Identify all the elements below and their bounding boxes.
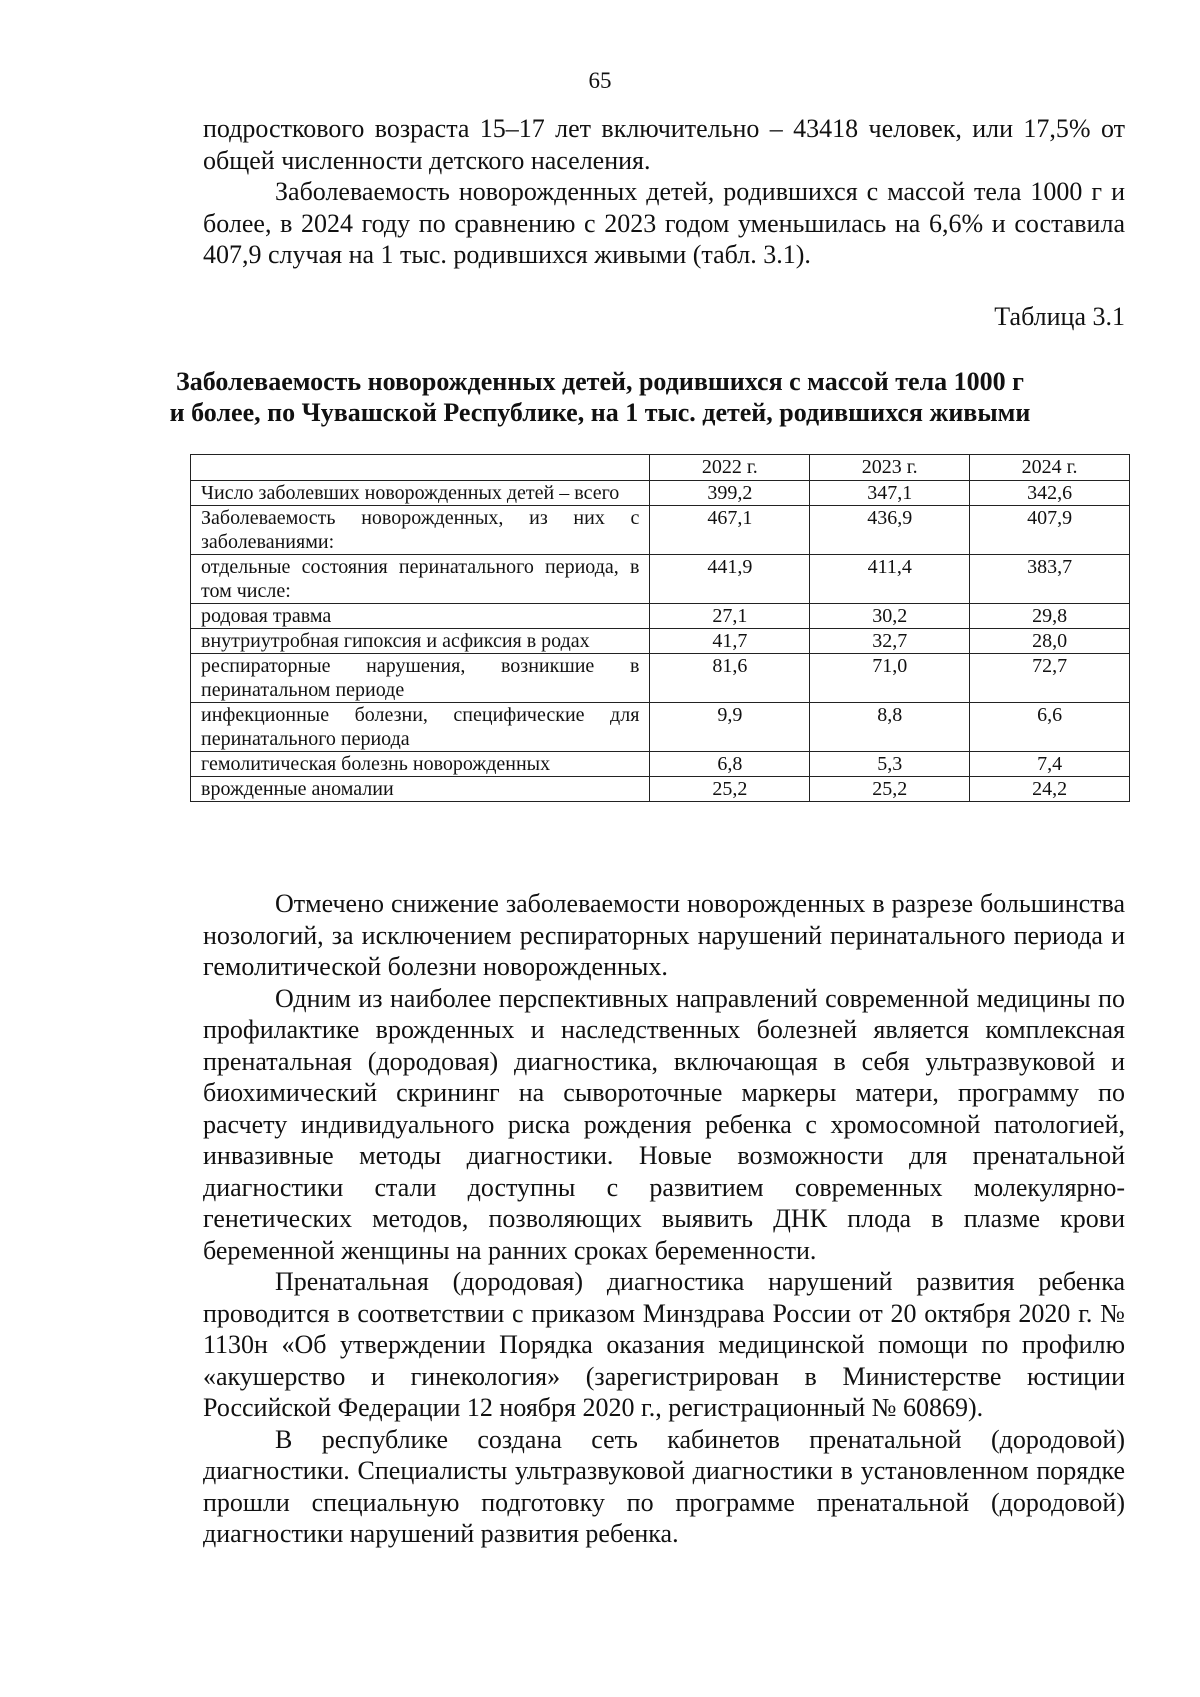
- body-paragraph-2: Одним из наиболее перспективных направлений современной медицины по профилактике врожденных и наследственных болезней является комплексная пренатальная (дородовая) диагностика, включающая в себя ультразвуковой и биохимический скрининг на сывороточные маркеры матери, программу по расчету индивидуального риска рождения ребенка с хромосомной патологией, инвазивные методы диагностики. Новые возможности для пренатальной диагностики стали доступны с развитием современных молекулярно-генетических методов, позволяющих выявить ДНК плода в плазме крови беременной женщины на ранних сроках беременности.: [203, 983, 1125, 1265]
- row-label: внутриутробная гипоксия и асфиксия в родах: [191, 629, 650, 654]
- cell-2024: 29,8: [970, 604, 1130, 629]
- cell-2024: 7,4: [970, 752, 1130, 777]
- intro-text: [203, 113, 1125, 271]
- table-row: [191, 629, 1130, 654]
- cell-2023: 411,4: [810, 555, 970, 604]
- cell-2024: 342,6: [970, 481, 1130, 506]
- cell-2022: 41,7: [650, 629, 810, 654]
- table-row: [191, 481, 1130, 506]
- cell-2023: 25,2: [810, 777, 970, 802]
- cell-2023: 347,1: [810, 481, 970, 506]
- row-label: Заболеваемость новорожденных, из них с заболеваниями:: [191, 506, 650, 555]
- row-label: гемолитическая болезнь новорожденных: [191, 752, 650, 777]
- cell-2024: 24,2: [970, 777, 1130, 802]
- cell-2023: 8,8: [810, 703, 970, 752]
- morbidity-table: [190, 454, 1130, 802]
- header-cell-2024: 2024 г.: [970, 455, 1130, 481]
- body-paragraph-4: В республике создана сеть кабинетов пренатальной (дородовой) диагностики. Специалисты ультразвуковой диагностики в установленном порядке прошли специальную подготовку по программе пренатальной (дородовой) диагностики нарушений развития ребенка.: [203, 1424, 1125, 1548]
- table-row: [191, 777, 1130, 802]
- cell-2022: 25,2: [650, 777, 810, 802]
- table-title: [0, 366, 1200, 428]
- intro-paragraph-1: подросткового возраста 15–17 лет включительно – 43418 человек, или 17,5% от общей численности детского населения.: [203, 114, 1125, 175]
- cell-2023: 436,9: [810, 506, 970, 555]
- row-label: респираторные нарушения, возникшие в перинатальном периоде: [191, 654, 650, 703]
- cell-2024: 28,0: [970, 629, 1130, 654]
- body-text: [203, 888, 1125, 1550]
- row-label: Число заболевших новорожденных детей – всего: [191, 481, 650, 506]
- table-row: [191, 555, 1130, 604]
- row-label: отдельные состояния перинатального периода, в том числе:: [191, 555, 650, 604]
- table-label: Таблица 3.1: [994, 302, 1125, 331]
- cell-2023: 71,0: [810, 654, 970, 703]
- header-cell-2022: 2022 г.: [650, 455, 810, 481]
- cell-2022: 81,6: [650, 654, 810, 703]
- page-number: 65: [588, 68, 612, 93]
- cell-2024: 72,7: [970, 654, 1130, 703]
- header-cell-2023: 2023 г.: [810, 455, 970, 481]
- row-label: врожденные аномалии: [191, 777, 650, 802]
- header-cell-label: [191, 455, 650, 481]
- cell-2022: 6,8: [650, 752, 810, 777]
- table-row: [191, 506, 1130, 555]
- cell-2023: 32,7: [810, 629, 970, 654]
- cell-2022: 467,1: [650, 506, 810, 555]
- cell-2023: 30,2: [810, 604, 970, 629]
- cell-2022: 9,9: [650, 703, 810, 752]
- row-label: родовая травма: [191, 604, 650, 629]
- cell-2023: 5,3: [810, 752, 970, 777]
- cell-2022: 27,1: [650, 604, 810, 629]
- body-paragraph-1: Отмечено снижение заболеваемости новорожденных в разрезе большинства нозологий, за исключением респираторных нарушений перинатального периода и гемолитической болезни новорожденных.: [203, 889, 1125, 981]
- cell-2022: 399,2: [650, 481, 810, 506]
- table-row: [191, 752, 1130, 777]
- table-title-line-1: Заболеваемость новорожденных детей, родившихся с массой тела 1000 г: [176, 367, 1024, 396]
- table-row: [191, 654, 1130, 703]
- cell-2024: 383,7: [970, 555, 1130, 604]
- table-header-row: [191, 455, 1130, 481]
- cell-2024: 6,6: [970, 703, 1130, 752]
- cell-2022: 441,9: [650, 555, 810, 604]
- row-label: инфекционные болезни, специфические для перинатального периода: [191, 703, 650, 752]
- table-row: [191, 604, 1130, 629]
- table-row: [191, 703, 1130, 752]
- intro-paragraph-2: Заболеваемость новорожденных детей, родившихся с массой тела 1000 г и более, в 2024 году по сравнению с 2023 годом уменьшилась на 6,6% и составила 407,9 случая на 1 тыс. родившихся живыми (табл. 3.1).: [203, 177, 1125, 269]
- table-title-line-2: и более, по Чувашской Республике, на 1 тыс. детей, родившихся живыми: [169, 398, 1031, 427]
- body-paragraph-3: Пренатальная (дородовая) диагностика нарушений развития ребенка проводится в соответствии с приказом Минздрава России от 20 октября 2020 г. № 1130н «Об утверждении Порядка оказания медицинской помощи по профилю «акушерство и гинекология» (зарегистрирован в Министерстве юстиции Российской Федерации 12 ноября 2020 г., регистрационный № 60869).: [203, 1267, 1125, 1422]
- cell-2024: 407,9: [970, 506, 1130, 555]
